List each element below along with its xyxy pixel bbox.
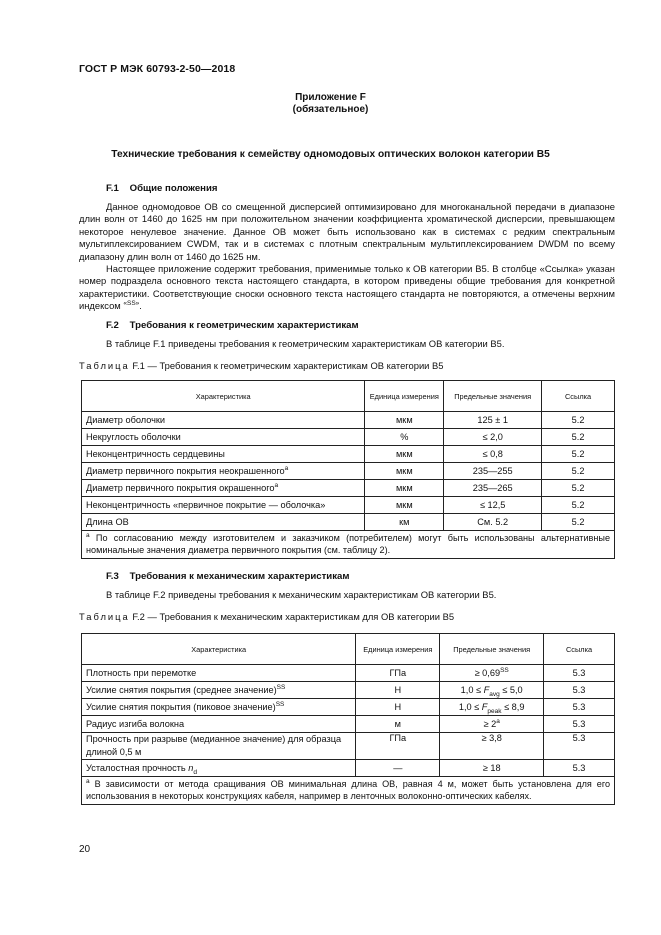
section-title: Требования к механическим характеристикам: [129, 571, 350, 582]
cell-unit: км: [365, 514, 444, 531]
geometry-table: [81, 380, 615, 559]
appendix-title: Приложение F: [295, 92, 366, 103]
cell-unit: мкм: [365, 497, 444, 514]
cell-value: 235—255: [444, 463, 542, 480]
paragraph: В таблице F.2 приведены требования к механическим характеристикам ОВ категории В5.: [106, 589, 497, 600]
cell-unit: мкм: [365, 412, 444, 429]
cell-value: ≤ 12,5: [444, 497, 542, 514]
table-row: Усилие снятия покрытия (среднее значение)$^{SS}$ Н $1,0 \le F_{avg} \le 5,0$ 5.3: [82, 682, 615, 699]
column-header: Предельные значения: [440, 634, 544, 665]
section-number: F.2: [106, 320, 119, 331]
cell-unit: мкм: [365, 446, 444, 463]
cell-unit: мкм: [365, 480, 444, 497]
cell-unit: мкм: [365, 463, 444, 480]
table-caption-f1: Таблица F.1 — Требования к геометрическим характеристикам ОВ категории В5: [79, 360, 444, 371]
cell-characteristic: Некруглость оболочки: [82, 429, 365, 446]
section-title: Общие положения: [129, 183, 218, 194]
cell-value: 125 ± 1: [444, 412, 542, 429]
section-f3-text: [79, 589, 615, 601]
section-number: F.1: [106, 183, 119, 194]
table-footnote: $^а$ В зависимости от метода сращивания ОВ минимальная длина ОВ, равная 4 м, может быть установлена для его использования в некоторых конструкциях кабеля, например в ленточных волоконно-оптических кабелях.: [82, 777, 615, 805]
cell-value: 235—265: [444, 480, 542, 497]
table-row: [82, 514, 615, 531]
page-number: 20: [79, 844, 91, 855]
table-row: Усилие снятия покрытия (пиковое значение)$^{SS}$ Н $1,0 \le F_{peak} \le 8,9$ 5.3: [82, 699, 615, 716]
section-heading-f1: [106, 183, 217, 194]
table-row: [82, 446, 615, 463]
section-heading-f2: [106, 320, 359, 331]
column-header: Характеристика: [82, 634, 356, 665]
cell-ref: 5.2: [542, 429, 615, 446]
table-row: [82, 429, 615, 446]
mechanical-table: [81, 633, 615, 805]
standard-header: ГОСТ Р МЭК 60793-2-50—2018: [79, 63, 236, 75]
cell-characteristic: Неконцентричность сердцевины: [82, 446, 365, 463]
column-header: Характеристика: [82, 381, 365, 412]
cell-unit: %: [365, 429, 444, 446]
paragraph: Настоящее приложение содержит требования, применимые только к ОВ категории В5. В столбце «Ссылка» указан номер подраздела основного текста настоящего стандарта, в котором приведены общие требования для конкретной характеристики. Соответствующие сноски основного текста настоящего стандарта не повторяются, а отмечены верхним индексом $^{«SS»}$.: [79, 263, 615, 312]
cell-ref: 5.2: [542, 480, 615, 497]
cell-characteristic: Диаметр первичного покрытия неокрашенного$^а$: [82, 463, 365, 480]
section-f2-text: [79, 338, 615, 350]
column-header: Единица измерения: [356, 634, 440, 665]
cell-ref: 5.2: [542, 412, 615, 429]
cell-ref: 5.2: [542, 514, 615, 531]
paragraph: В таблице F.1 приведены требования к геометрическим характеристикам ОВ категории В5.: [106, 338, 505, 349]
cell-ref: 5.2: [542, 497, 615, 514]
cell-ref: 5.2: [542, 463, 615, 480]
column-header: Ссылка: [544, 634, 615, 665]
cell-ref: 5.2: [542, 446, 615, 463]
paragraph: Данное одномодовое ОВ со смещенной дисперсией оптимизировано для многоканальной передачи в диапазоне длин волн от 1460 до 1625 нм при положительном значении коэффициента хроматической дисперсии, превышающем некоторое ненулевое значение. Данное ОВ может быть использовано как в системах с редким спектральным мультиплексированием CWDM, так и в системах с плотным спектральным мультиплексированием DWDM по всему диапазону длин волн от 1460 до 1625 нм.: [79, 201, 615, 262]
table-row: Усталостная прочность $n_d$ — ≥ 18 5.3: [82, 760, 615, 777]
cell-value: ≤ 2,0: [444, 429, 542, 446]
column-header: Ссылка: [542, 381, 615, 412]
section-heading-f3: [106, 571, 349, 582]
document-title: Технические требования к семейству одномодовых оптических волокон категории В5: [111, 149, 550, 160]
table-row: Плотность при перемотке ГПа ≥ $0,69^{SS}$ 5.3: [82, 665, 615, 682]
cell-value: ≤ 0,8: [444, 446, 542, 463]
table-row: [82, 463, 615, 480]
section-number: F.3: [106, 571, 119, 582]
column-header: Единица измерения: [365, 381, 444, 412]
cell-characteristic: Диаметр первичного покрытия окрашенного$^а$: [82, 480, 365, 497]
table-row: [82, 412, 615, 429]
section-title: Требования к геометрическим характеристикам: [129, 320, 359, 331]
table-footnote: $^а$ По согласованию между изготовителем и заказчиком (потребителем) могут быть использованы альтернативные номинальные значения диаметра первичного покрытия (см. таблицу 2).: [82, 531, 615, 559]
table-caption-f2: Таблица F.2 — Требования к механическим характеристикам для ОВ категории В5: [79, 611, 455, 622]
column-header: Предельные значения: [444, 381, 542, 412]
cell-characteristic: Длина ОВ: [82, 514, 365, 531]
table-row: [82, 497, 615, 514]
table-row: Прочность при разрыве (медианное значение) для образца длиной 0,5 м ГПа ≥ 3,8 5.3: [82, 733, 615, 760]
table-row: Радиус изгиба волокна м ≥ $2^а$ 5.3: [82, 716, 615, 733]
cell-characteristic: Диаметр оболочки: [82, 412, 365, 429]
appendix-subtitle: (обязательное): [292, 104, 369, 115]
section-f1-text: [79, 201, 615, 313]
cell-value: См. 5.2: [444, 514, 542, 531]
cell-characteristic: Неконцентричность «первичное покрытие — оболочка»: [82, 497, 365, 514]
table-row: [82, 480, 615, 497]
